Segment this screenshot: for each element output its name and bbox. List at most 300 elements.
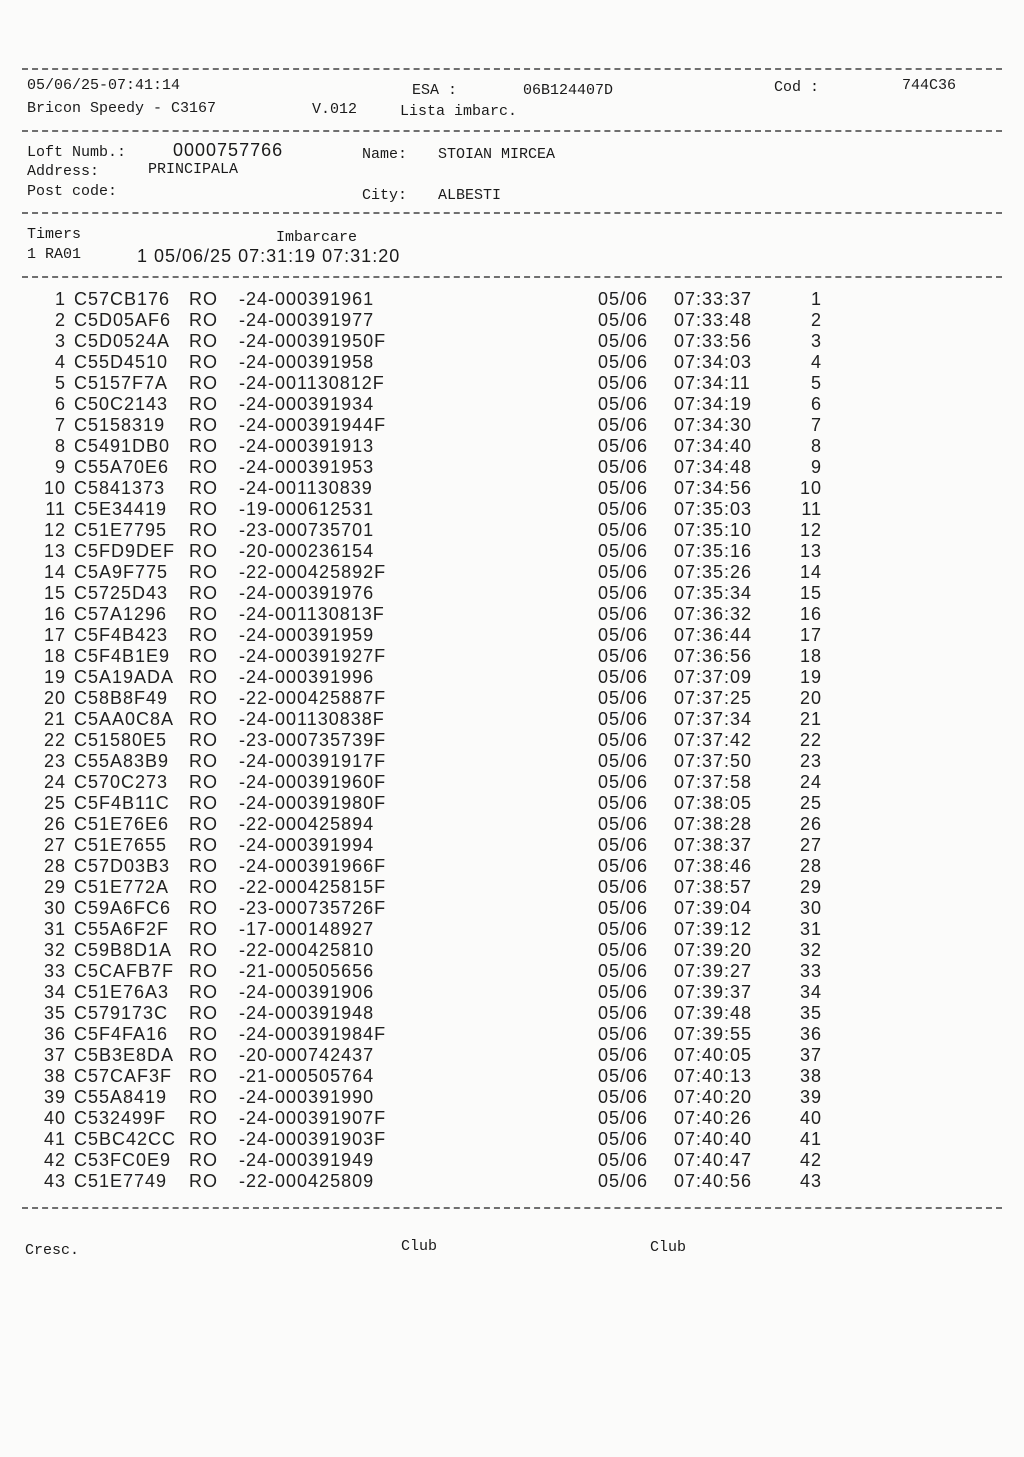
ring-number: -22-000425809 [239,1171,375,1191]
separator-header [22,130,1002,132]
record-index: 12 [43,520,66,540]
table-row [0,583,1024,604]
separator-loft [22,212,1002,214]
record-date: 05/06 [598,373,649,393]
record-index: 32 [43,940,66,960]
ring-number: -19-000612531 [239,499,375,519]
record-date: 05/06 [598,1066,649,1086]
country-code: RO [189,919,218,939]
record-index: 17 [43,625,66,645]
record-time: 07:37:42 [674,730,753,750]
record-position: 20 [800,688,823,708]
record-time: 07:40:13 [674,1066,753,1086]
country-code: RO [189,1129,218,1149]
table-row [0,415,1024,436]
record-date: 05/06 [598,646,649,666]
table-row [0,709,1024,730]
record-position: 33 [800,961,823,981]
country-code: RO [189,1003,218,1023]
record-date: 05/06 [598,793,649,813]
record-index: 16 [43,604,66,624]
record-date: 05/06 [598,772,649,792]
ring-number: -24-000391903F [239,1129,387,1149]
ring-id: C5D0524A [74,331,171,351]
record-index: 28 [43,856,66,876]
ring-number: -24-000391990 [239,1087,375,1107]
ring-number: -22-000425892F [239,562,387,582]
country-code: RO [189,541,218,561]
record-index: 34 [43,982,66,1002]
record-date: 05/06 [598,541,649,561]
country-code: RO [189,310,218,330]
ring-number: -24-000391977 [239,310,375,330]
record-position: 25 [800,793,823,813]
ring-number: -24-000391907F [239,1108,387,1128]
record-time: 07:38:57 [674,877,753,897]
record-index: 41 [43,1129,66,1149]
loft-city-label: City: [362,187,408,204]
table-row [0,667,1024,688]
record-time: 07:33:37 [674,289,753,309]
table-row [0,751,1024,772]
record-date: 05/06 [598,835,649,855]
ring-id: C5B3E8DA [74,1045,175,1065]
record-position: 34 [800,982,823,1002]
record-time: 07:39:27 [674,961,753,981]
ring-number: -20-000742437 [239,1045,375,1065]
record-date: 05/06 [598,814,649,834]
country-code: RO [189,940,218,960]
record-position: 5 [810,373,822,393]
ring-id: C55A83B9 [74,751,170,771]
ring-id: C55A8419 [74,1087,168,1107]
table-row [0,1150,1024,1171]
table-row [0,1108,1024,1129]
record-date: 05/06 [598,352,649,372]
record-index: 31 [43,919,66,939]
record-date: 05/06 [598,940,649,960]
ring-number: -17-000148927 [239,919,375,939]
timers-label: Timers [27,226,82,243]
ring-id: C5A9F775 [74,562,169,582]
ring-id: C51E76E6 [74,814,170,834]
record-index: 39 [43,1087,66,1107]
record-position: 26 [800,814,823,834]
ring-number: -24-000391950F [239,331,387,351]
record-position: 19 [800,667,823,687]
record-index: 11 [45,499,66,519]
table-row [0,982,1024,1003]
ring-id: C5841373 [74,478,166,498]
record-position: 24 [800,772,823,792]
country-code: RO [189,436,218,456]
ring-id: C5E34419 [74,499,168,519]
country-code: RO [189,877,218,897]
ring-number: -24-001130813F [239,604,385,624]
table-row [0,877,1024,898]
country-code: RO [189,1024,218,1044]
ring-id: C5FD9DEF [74,541,176,561]
ring-number: -24-000391944F [239,415,387,435]
table-row [0,373,1024,394]
table-row [0,520,1024,541]
table-row [0,919,1024,940]
ring-id: C5D05AF6 [74,310,172,330]
record-position: 28 [800,856,823,876]
record-date: 05/06 [598,1129,649,1149]
record-position: 12 [800,520,823,540]
record-time: 07:40:20 [674,1087,753,1107]
record-time: 07:38:37 [674,835,753,855]
ring-number: -22-000425815F [239,877,387,897]
record-position: 23 [800,751,823,771]
ring-number: -20-000236154 [239,541,375,561]
record-date: 05/06 [598,961,649,981]
ring-number: -24-000391959 [239,625,375,645]
table-row [0,625,1024,646]
record-position: 22 [800,730,823,750]
ring-id: C532499F [74,1108,167,1128]
record-time: 07:37:50 [674,751,753,771]
record-index: 26 [43,814,66,834]
record-time: 07:34:19 [674,394,753,414]
record-date: 05/06 [598,1171,649,1191]
record-date: 05/06 [598,625,649,645]
ring-number: -23-000735701 [239,520,375,540]
table-row [0,688,1024,709]
record-position: 16 [800,604,823,624]
ring-id: C57CAF3F [74,1066,173,1086]
table-row [0,541,1024,562]
ring-id: C5F4B1E9 [74,646,171,666]
record-index: 22 [43,730,66,750]
record-index: 25 [43,793,66,813]
record-date: 05/06 [598,478,649,498]
ring-id: C5157F7A [74,373,169,393]
loft-numb-label: Loft Numb.: [27,144,127,161]
record-date: 05/06 [598,1087,649,1107]
ring-number: -21-000505764 [239,1066,375,1086]
record-position: 32 [800,940,823,960]
table-row [0,793,1024,814]
record-position: 39 [800,1087,823,1107]
country-code: RO [189,898,218,918]
record-index: 33 [43,961,66,981]
table-row [0,898,1024,919]
country-code: RO [189,604,218,624]
record-position: 43 [800,1171,823,1191]
record-index: 18 [43,646,66,666]
record-date: 05/06 [598,583,649,603]
record-date: 05/06 [598,751,649,771]
record-date: 05/06 [598,457,649,477]
record-date: 05/06 [598,1003,649,1023]
record-index: 8 [54,436,66,456]
record-time: 07:38:28 [674,814,753,834]
ring-number: -22-000425887F [239,688,387,708]
loft-post-label: Post code: [27,183,118,200]
ring-number: -24-000391913 [239,436,375,456]
table-row [0,772,1024,793]
header-esa-value: 06B124407D [523,82,614,99]
record-date: 05/06 [598,688,649,708]
header-version: V.012 [312,101,358,118]
country-code: RO [189,289,218,309]
ring-number: -24-000391917F [239,751,387,771]
record-index: 5 [54,373,66,393]
record-time: 07:38:05 [674,793,753,813]
record-index: 13 [43,541,66,561]
header-cod-label: Cod : [774,79,820,96]
ring-id: C50C2143 [74,394,169,414]
loft-name-label: Name: [362,146,408,163]
record-time: 07:40:47 [674,1150,753,1170]
table-row [0,1045,1024,1066]
table-row [0,646,1024,667]
country-code: RO [189,457,218,477]
table-row [0,1087,1024,1108]
record-index: 43 [43,1171,66,1191]
record-position: 36 [800,1024,823,1044]
record-index: 2 [54,310,66,330]
record-index: 7 [54,415,66,435]
table-row [0,331,1024,352]
country-code: RO [189,373,218,393]
country-code: RO [189,961,218,981]
table-row [0,1003,1024,1024]
table-row [0,940,1024,961]
country-code: RO [189,625,218,645]
table-row [0,604,1024,625]
loft-numb-value: 0000757766 [173,140,284,160]
record-position: 31 [800,919,823,939]
record-index: 20 [43,688,66,708]
table-row [0,457,1024,478]
table-row [0,436,1024,457]
ring-number: -24-000391927F [239,646,387,666]
ring-number: -22-000425894 [239,814,375,834]
footer-club-2: Club [650,1239,687,1256]
record-date: 05/06 [598,436,649,456]
record-date: 05/06 [598,331,649,351]
country-code: RO [189,1171,218,1191]
ring-number: -24-000391906 [239,982,375,1002]
record-position: 9 [810,457,822,477]
record-time: 07:39:37 [674,982,753,1002]
separator-footer [22,1207,1002,1209]
country-code: RO [189,352,218,372]
record-date: 05/06 [598,499,649,519]
record-index: 29 [43,877,66,897]
record-time: 07:35:34 [674,583,753,603]
table-row [0,1024,1024,1045]
ring-number: -24-000391994 [239,835,375,855]
ring-number: -24-000391953 [239,457,375,477]
ring-id: C5AA0C8A [74,709,175,729]
record-date: 05/06 [598,415,649,435]
record-position: 8 [810,436,822,456]
ring-id: C55A6F2F [74,919,170,939]
header-esa-label: ESA : [412,82,458,99]
record-time: 07:39:20 [674,940,753,960]
ring-number: -24-001130812F [239,373,385,393]
ring-id: C5491DB0 [74,436,171,456]
record-time: 07:39:48 [674,1003,753,1023]
record-date: 05/06 [598,394,649,414]
ring-id: C51E7795 [74,520,168,540]
timers-row: 1 RA01 [27,246,82,263]
record-position: 17 [800,625,823,645]
record-position: 7 [810,415,822,435]
record-position: 30 [800,898,823,918]
ring-id: C579173C [74,1003,169,1023]
record-position: 37 [800,1045,823,1065]
record-index: 23 [43,751,66,771]
record-date: 05/06 [598,1150,649,1170]
country-code: RO [189,772,218,792]
ring-number: -24-000391980F [239,793,387,813]
record-index: 37 [43,1045,66,1065]
table-row [0,310,1024,331]
ring-id: C57D03B3 [74,856,171,876]
record-index: 6 [54,394,66,414]
timers-detail: 1 05/06/25 07:31:19 07:31:20 [137,246,401,266]
record-time: 07:34:48 [674,457,753,477]
ring-number: -24-000391949 [239,1150,375,1170]
country-code: RO [189,562,218,582]
country-code: RO [189,835,218,855]
record-time: 07:34:11 [674,373,751,393]
record-index: 35 [43,1003,66,1023]
record-time: 07:39:04 [674,898,753,918]
record-position: 38 [800,1066,823,1086]
table-row [0,289,1024,310]
country-code: RO [189,415,218,435]
table-row [0,730,1024,751]
record-date: 05/06 [598,562,649,582]
record-position: 13 [800,541,823,561]
ring-id: C5F4B11C [74,793,170,813]
record-time: 07:37:34 [674,709,753,729]
ring-number: -24-000391934 [239,394,375,414]
loft-address-label: Address: [27,163,100,180]
ring-number: -24-000391958 [239,352,375,372]
record-time: 07:34:30 [674,415,753,435]
ring-id: C58B8F49 [74,688,169,708]
country-code: RO [189,331,218,351]
record-index: 36 [43,1024,66,1044]
record-time: 07:34:56 [674,478,753,498]
record-position: 6 [810,394,822,414]
ring-number: -23-000735726F [239,898,387,918]
ring-id: C5BC42CC [74,1129,177,1149]
record-index: 9 [54,457,66,477]
ring-id: C5F4FA16 [74,1024,169,1044]
record-date: 05/06 [598,1108,649,1128]
record-time: 07:35:10 [674,520,753,540]
table-row [0,961,1024,982]
table-row [0,814,1024,835]
record-date: 05/06 [598,982,649,1002]
record-time: 07:39:55 [674,1024,753,1044]
table-row [0,1171,1024,1192]
country-code: RO [189,646,218,666]
ring-id: C57CB176 [74,289,171,309]
country-code: RO [189,856,218,876]
country-code: RO [189,814,218,834]
record-time: 07:39:12 [674,919,753,939]
loft-address-value: PRINCIPALA [148,161,239,178]
record-time: 07:40:56 [674,1171,753,1191]
table-row [0,835,1024,856]
pigeon-records-list [0,289,1024,1192]
ring-id: C5158319 [74,415,166,435]
record-position: 27 [800,835,823,855]
table-row [0,352,1024,373]
ring-id: C53FC0E9 [74,1150,172,1170]
record-time: 07:34:03 [674,352,753,372]
record-date: 05/06 [598,919,649,939]
ring-number: -24-000391960F [239,772,387,792]
ring-id: C51E7749 [74,1171,168,1191]
record-position: 4 [810,352,822,372]
table-row [0,1129,1024,1150]
record-time: 07:35:03 [674,499,753,519]
record-position: 2 [810,310,822,330]
ring-id: C5725D43 [74,583,169,603]
imbarcare-label: Imbarcare [276,229,358,246]
record-index: 15 [43,583,66,603]
record-index: 42 [43,1150,66,1170]
record-time: 07:36:44 [674,625,753,645]
record-index: 4 [54,352,66,372]
table-row [0,856,1024,877]
ring-id: C55D4510 [74,352,169,372]
record-position: 29 [800,877,823,897]
ring-id: C51E76A3 [74,982,170,1002]
record-index: 24 [43,772,66,792]
country-code: RO [189,793,218,813]
ring-number: -23-000735739F [239,730,387,750]
record-index: 3 [54,331,66,351]
table-row [0,499,1024,520]
record-date: 05/06 [598,520,649,540]
separator-timers [22,276,1002,278]
record-position: 3 [810,331,822,351]
record-date: 05/06 [598,1045,649,1065]
record-time: 07:34:40 [674,436,753,456]
record-position: 1 [810,289,822,309]
record-time: 07:33:48 [674,310,753,330]
record-date: 05/06 [598,877,649,897]
loft-city-value: ALBESTI [438,187,502,204]
record-index: 21 [43,709,66,729]
ring-number: -24-000391976 [239,583,375,603]
footer-cresc: Cresc. [25,1242,80,1259]
record-date: 05/06 [598,898,649,918]
record-time: 07:36:32 [674,604,753,624]
record-time: 07:40:26 [674,1108,753,1128]
country-code: RO [189,520,218,540]
record-position: 40 [800,1108,823,1128]
record-time: 07:38:46 [674,856,753,876]
ring-id: C5CAFB7F [74,961,175,981]
ring-id: C57A1296 [74,604,168,624]
record-date: 05/06 [598,667,649,687]
record-date: 05/06 [598,730,649,750]
ring-id: C59B8D1A [74,940,173,960]
record-date: 05/06 [598,604,649,624]
